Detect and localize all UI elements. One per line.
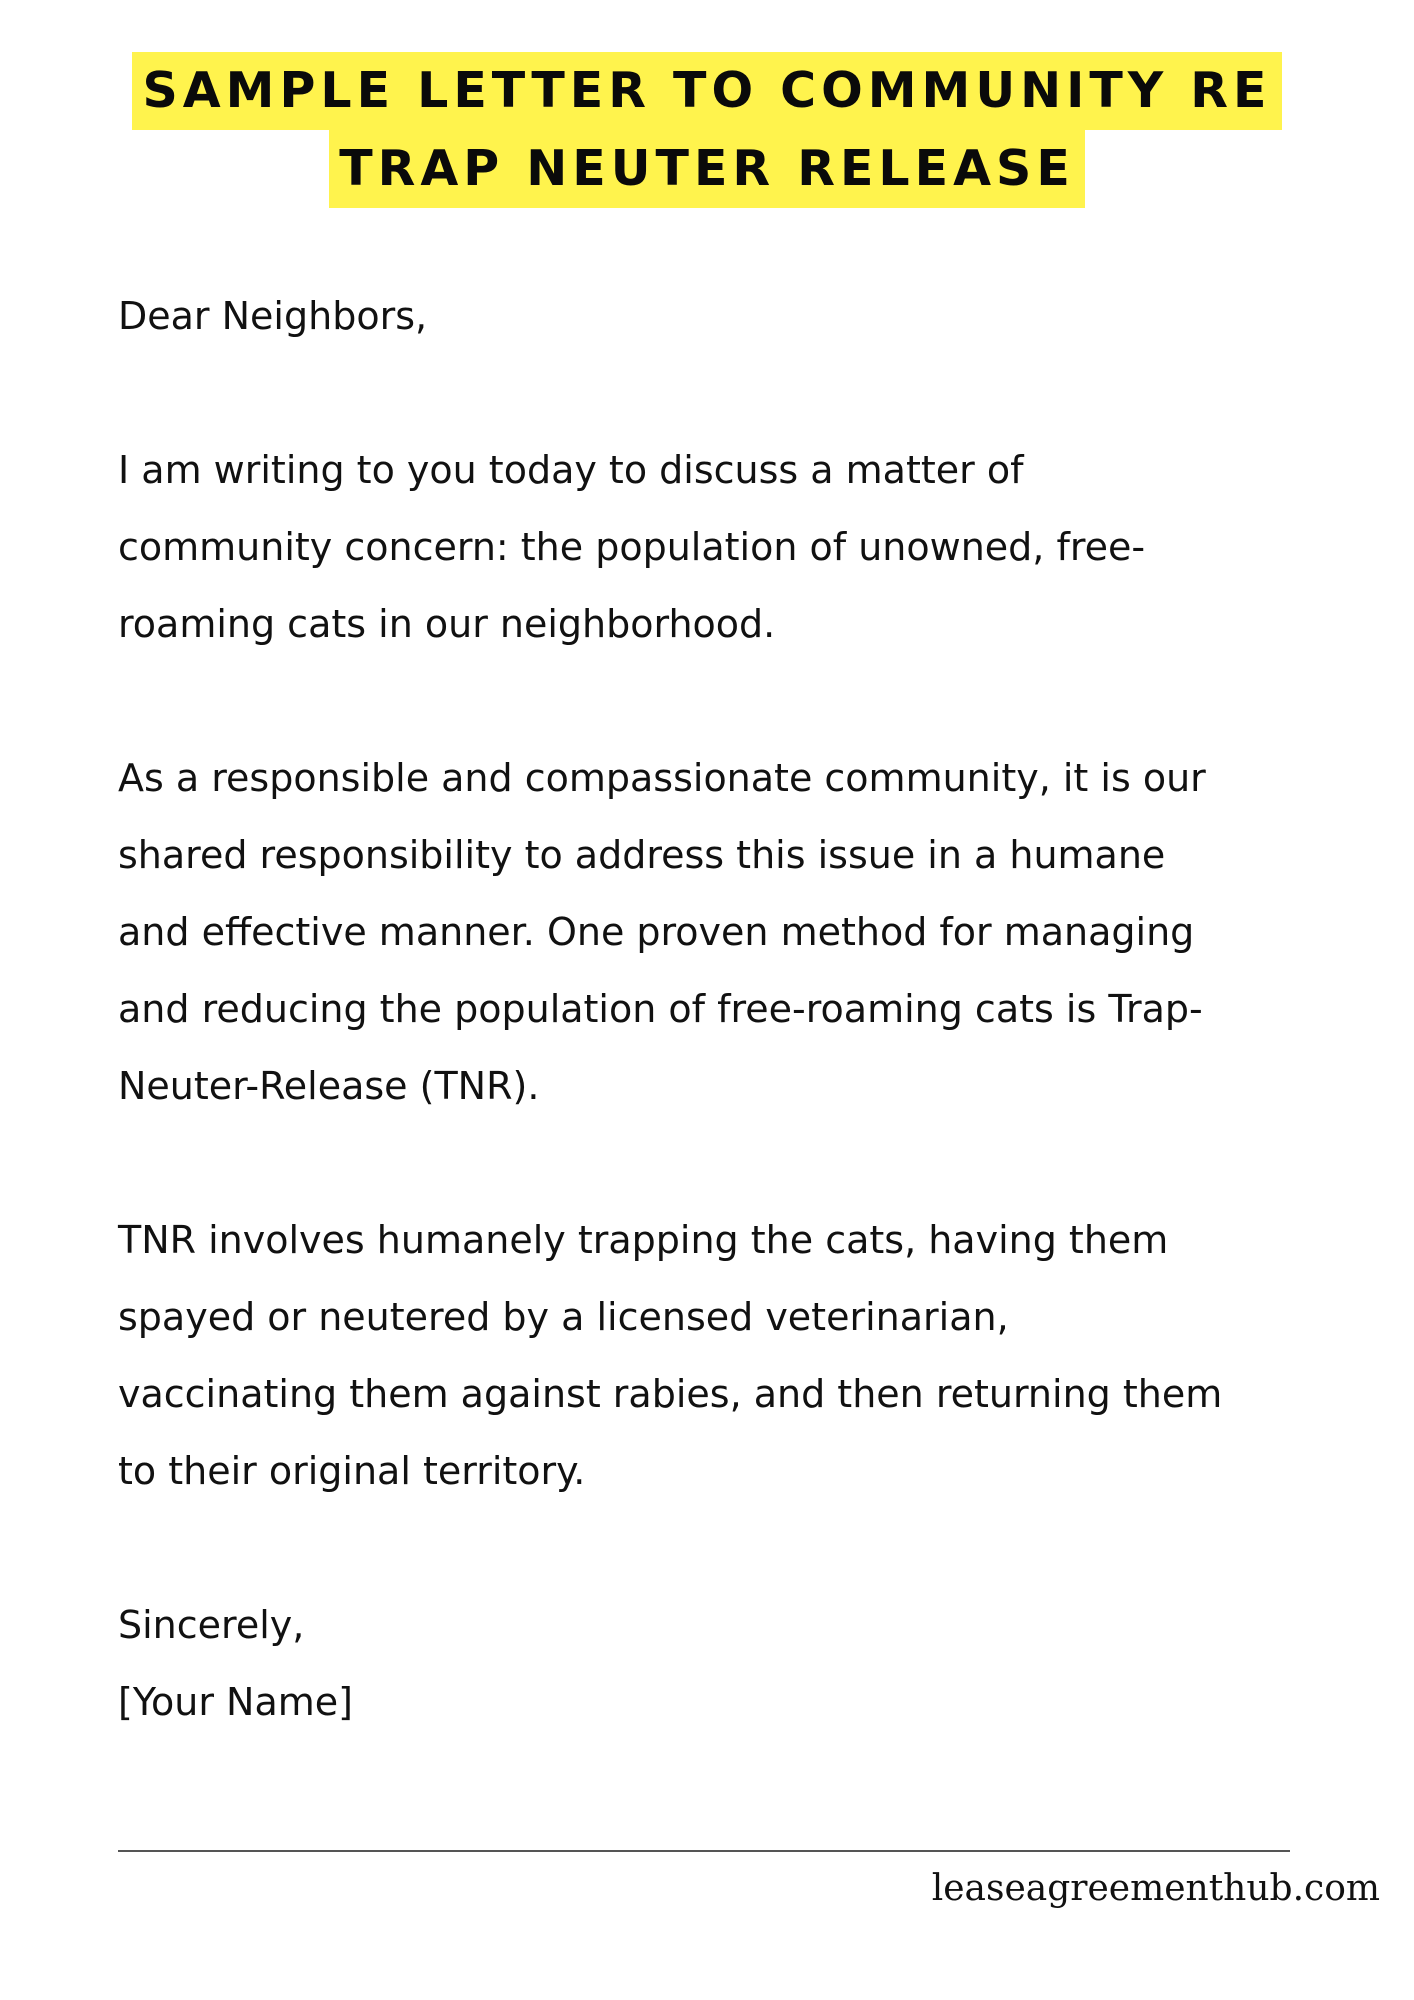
signature-placeholder: [Your Name] (118, 1680, 353, 1724)
paragraph-3-line: to their original territory. (118, 1449, 586, 1493)
footer-site-name: leaseagreementhub.com (931, 1868, 1380, 1909)
paragraph-1-line: I am writing to you today to discuss a matter of (118, 448, 1024, 492)
paragraph-3-line: vaccinating them against rabies, and then returning them (118, 1372, 1223, 1416)
paragraph-1-line: community concern: the population of unowned, free- (118, 525, 1146, 569)
paragraph-2 (118, 740, 1348, 1125)
paragraph-gap (118, 663, 1348, 740)
paragraph-3-line: TNR involves humanely trapping the cats, having them (118, 1218, 1169, 1262)
paragraph-2-line: As a responsible and compassionate community, it is our (118, 756, 1206, 800)
paragraph-2-line: and effective manner. One proven method for managing (118, 910, 1195, 954)
paragraph-2-line: Neuter-Release (TNR). (118, 1064, 540, 1108)
paragraph-1 (118, 432, 1348, 663)
paragraph-3-line: spayed or neutered by a licensed veterinarian, (118, 1295, 1009, 1339)
paragraph-gap (118, 1510, 1348, 1587)
closing: Sincerely, (118, 1603, 305, 1647)
salutation: Dear Neighbors, (118, 294, 428, 338)
paragraph-2-line: shared responsibility to address this issue in a humane (118, 833, 1166, 877)
letter-body (118, 278, 1348, 1741)
paragraph-2-line: and reducing the population of free-roaming cats is Trap- (118, 987, 1203, 1031)
paragraph-gap (118, 1125, 1348, 1202)
title-line-1: SAMPLE LETTER TO COMMUNITY RE (132, 52, 1281, 130)
paragraph-3 (118, 1202, 1348, 1510)
footer-divider (118, 1850, 1290, 1852)
page-title (0, 52, 1414, 208)
title-line-2: TRAP NEUTER RELEASE (329, 130, 1085, 208)
paragraph-gap (118, 355, 1348, 432)
paragraph-1-line: roaming cats in our neighborhood. (118, 602, 776, 646)
